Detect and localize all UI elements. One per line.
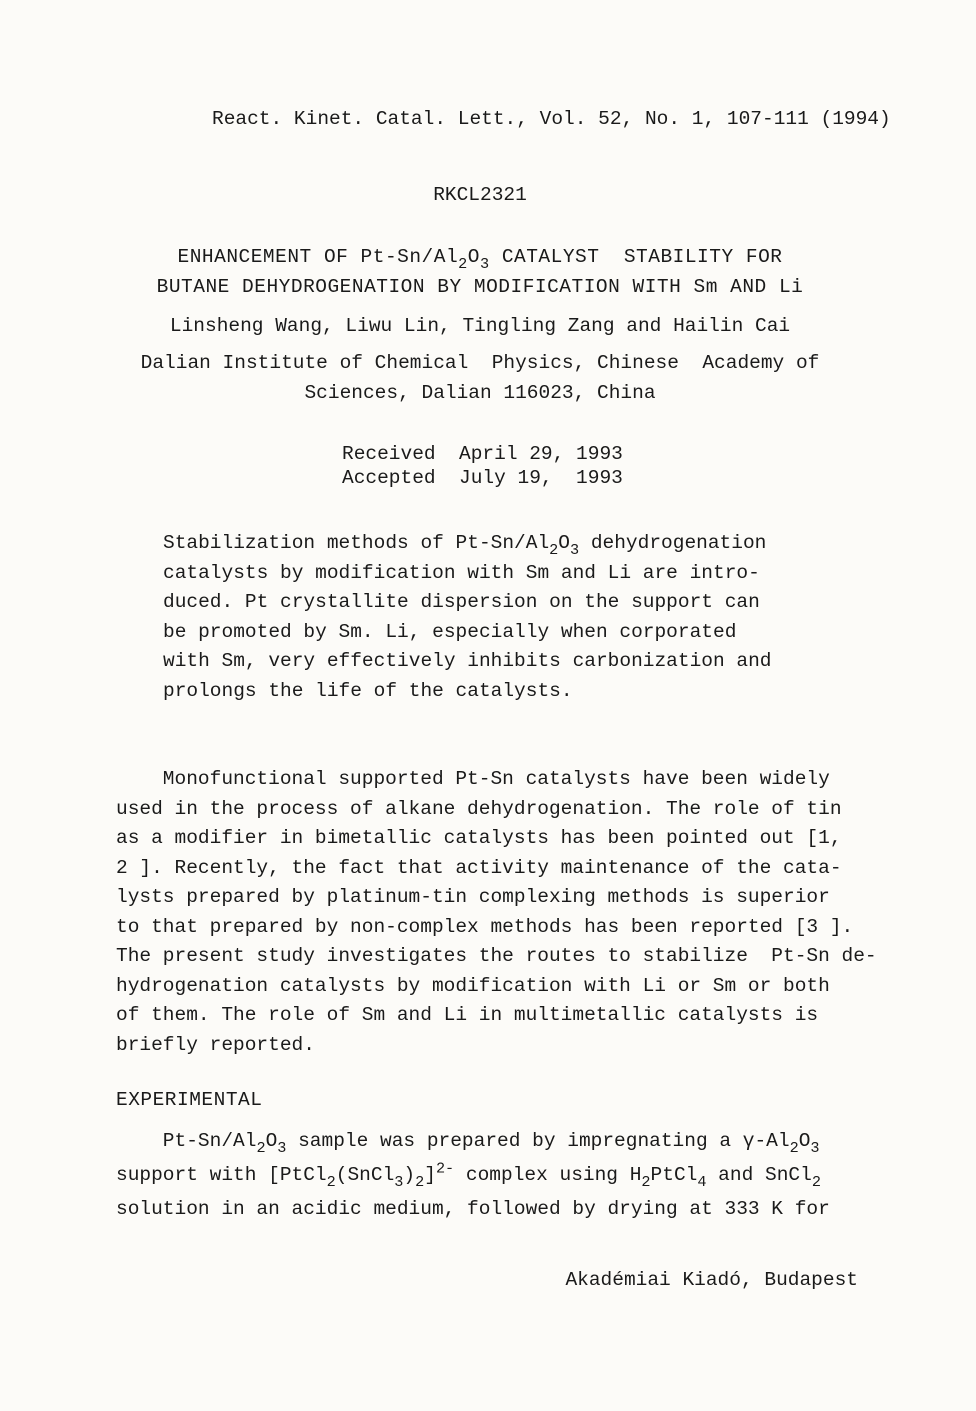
section-heading-experimental: EXPERIMENTAL [116,1089,263,1111]
body-text-line: support with $[PtCl_2(SnCl_3)_2]^{2-}$ complex using $H_2PtCl_4$ and SnCl$_2$ [116,1159,821,1191]
abstract-line: with Sm, very effectively inhibits carbonization and [163,650,772,672]
introduction-paragraph [116,765,877,1060]
body-text-line: 2 ]. Recently, the fact that activity maintenance of the cata- [116,856,842,879]
body-text-line: Monofunctional supported Pt-Sn catalysts have been widely [116,768,830,790]
article-code: RKCL2321 [433,184,527,206]
date-line: Accepted July 19, 1993 [342,467,623,489]
authors-line: Linsheng Wang, Liwu Lin, Tingling Zang and Hailin Cai [169,315,791,337]
affiliation [0,348,960,408]
paper-title-line: ENHANCEMENT OF $Pt-Sn/Al_2O_3$ CATALYST STABILITY FOR [177,246,783,273]
abstract-line: Stabilization methods of $Pt-Sn/Al_2O_3$ dehydrogenation [163,532,767,559]
body-text-line: hydrogenation catalysts by modification with Li or Sm or both [116,974,830,997]
experimental-paragraph [116,1124,830,1226]
body-text-line: as a modifier in bimetallic catalysts has been pointed out [1, [116,827,842,849]
body-text-line: used in the process of alkane dehydrogenation. The role of tin [116,797,842,820]
body-text-line: $Pt-Sn/Al_2O_3$ sample was prepared by impregnating a $\gamma-Al_2O_3$ [116,1130,820,1157]
body-text-line: solution in an acidic medium, followed by drying at 333 K for [116,1198,830,1220]
body-text-line: of them. The role of Sm and Li in multimetallic catalysts is [116,1004,819,1026]
body-text-line: The present study investigates the routes to stabilize Pt-Sn de- [116,945,877,967]
body-text-line: to that prepared by non-complex methods has been reported [3 ]. [116,915,854,938]
paper-title-line: BUTANE DEHYDROGENATION BY MODIFICATION WITH Sm AND Li [156,276,804,298]
date-line: Received April 29, 1993 [342,443,623,465]
abstract-line: duced. Pt crystallite dispersion on the support can [163,591,760,613]
affiliation-line: Sciences, Dalian 116023, China [304,382,656,404]
abstract-line: be promoted by Sm. Li, especially when corporated [163,620,737,643]
affiliation-line: Dalian Institute of Chemical Physics, Chinese Academy of [140,352,820,374]
abstract-line: prolongs the life of the catalysts. [163,679,573,702]
paper-title [0,242,960,302]
received-accepted-dates [342,442,623,490]
abstract [163,529,772,706]
journal-reference: React. Kinet. Catal. Lett., Vol. 52, No. 1, 107-111 (1994) [212,108,891,130]
abstract-line: catalysts by modification with Sm and Li are intro- [163,561,760,584]
body-text-line: briefly reported. [116,1033,315,1056]
body-text-line: lysts prepared by platinum-tin complexing methods is superior [116,886,830,908]
publisher-imprint: Akadémiai Kiadó, Budapest [565,1269,858,1291]
